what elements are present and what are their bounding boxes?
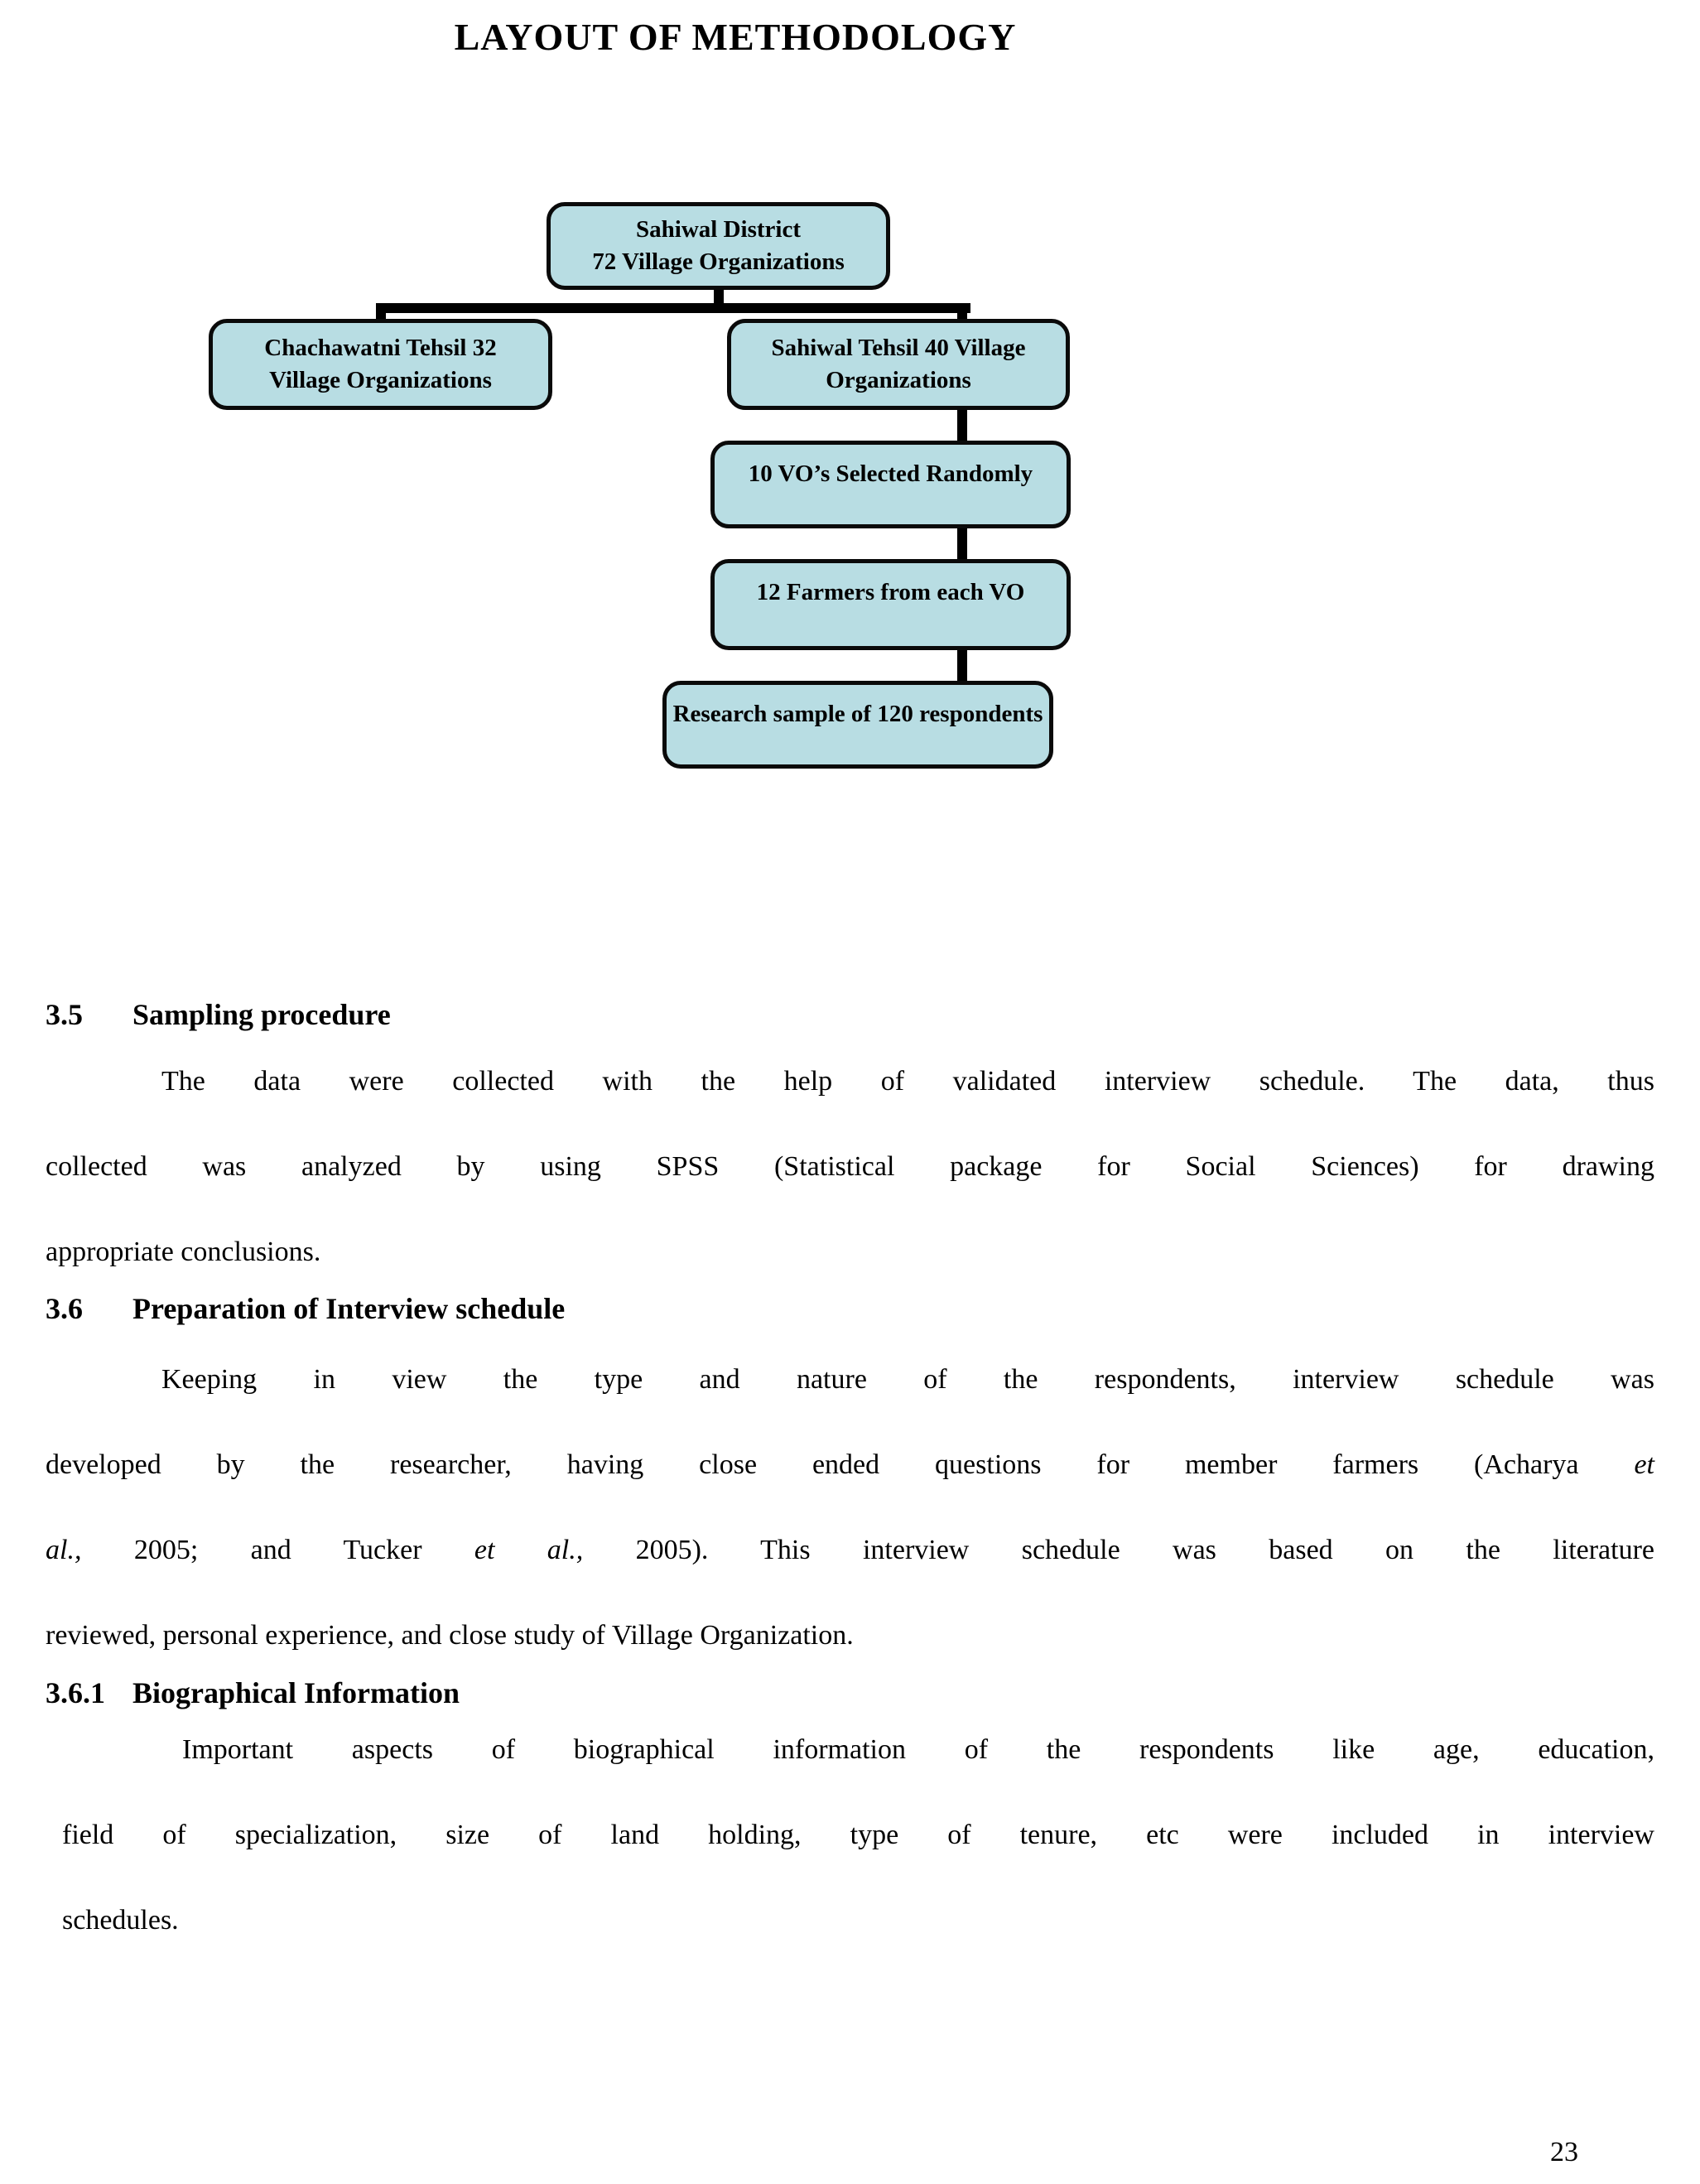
flow-box-sahiwal-tehsil-line2: Organizations: [826, 367, 971, 393]
section-3-6-1-title: Biographical Information: [132, 1676, 460, 1709]
section-3-5-number: 3.5: [46, 998, 83, 1031]
flow-box-district-line1: Sahiwal District: [636, 216, 801, 243]
flow-box-district-line2: 72 Village Organizations: [592, 248, 845, 275]
paragraph-3-6-line3-italic1: al.,: [46, 1535, 82, 1565]
paragraph-3-6-line4: reviewed, personal experience, and close study of Village Organization.: [46, 1620, 854, 1651]
page-title: LAYOUT OF METHODOLOGY: [454, 16, 1017, 58]
section-3-6-1-number: 3.6.1: [46, 1676, 105, 1709]
flow-box-vo-selected: [710, 441, 1071, 528]
section-3-5-heading: [46, 996, 1654, 1034]
paragraph-3-6-line2-text: developed by the researcher, having close ended questions for member farmers (Acharya: [46, 1449, 1579, 1480]
flow-box-sahiwal-tehsil: [727, 319, 1070, 410]
section-3-6-heading: [46, 1290, 1654, 1328]
paragraph-3-5-line2: collected was analyzed by using SPSS (Statistical package for Social Sciences) for drawing: [46, 1151, 1654, 1182]
section-3-6-1-heading: [46, 1675, 1654, 1712]
flow-box-sample-line1: Research sample of 120 respondents: [672, 701, 1043, 727]
connector-horizontal: [376, 303, 970, 313]
section-3-5-title: Sampling procedure: [132, 998, 391, 1031]
paragraph-3-5-line3: appropriate conclusions.: [46, 1237, 321, 1267]
section-3-6-title: Preparation of Interview schedule: [132, 1292, 566, 1325]
paragraph-3-6-line3-text1: 2005; and Tucker: [81, 1535, 474, 1565]
paragraph-3-6-1-line3: schedules.: [62, 1905, 179, 1936]
paragraph-3-6-line2-italic: et: [1578, 1449, 1654, 1480]
flow-box-chachawatni: [209, 319, 552, 410]
paragraph-3-6-line2: [46, 1448, 1654, 1483]
connector-farmers-to-sample: [957, 647, 967, 685]
flow-box-district: [547, 202, 890, 290]
paragraph-3-6-line3: [46, 1533, 1654, 1569]
paragraph-3-6-line1: Keeping in view the type and nature of the respondents, interview schedule was: [161, 1364, 1654, 1395]
flow-box-sahiwal-tehsil-line1: Sahiwal Tehsil 40 Village: [771, 335, 1026, 362]
flow-box-sample: [662, 681, 1053, 769]
flow-box-vo-selected-line1: 10 VO’s Selected Randomly: [748, 460, 1033, 487]
paragraph-3-6-line3-italic2: et al.,: [474, 1535, 584, 1565]
connector-vo-to-farmers: [957, 524, 967, 562]
paragraph-3-6-line3-text2: 2005). This interview schedule was based on the literature: [583, 1535, 1654, 1565]
flow-box-farmers: [710, 559, 1071, 650]
paragraph-3-6-1-line2: field of specialization, size of land holding, type of tenure, etc were included in interview: [62, 1820, 1654, 1850]
flow-box-chachawatni-line1: Chachawatni Tehsil 32: [264, 335, 497, 362]
paragraph-3-5-line1: The data were collected with the help of validated interview schedule. The data, thus: [161, 1066, 1654, 1097]
page-number: 23: [1550, 2137, 1578, 2167]
connector-right-to-vo: [957, 406, 967, 444]
flow-box-farmers-line1: 12 Farmers from each VO: [756, 579, 1025, 605]
flow-box-chachawatni-line2: Village Organizations: [269, 367, 492, 393]
section-3-6-number: 3.6: [46, 1292, 83, 1325]
paragraph-3-6-1-line1: Important aspects of biographical information of the respondents like age, education,: [182, 1734, 1654, 1765]
